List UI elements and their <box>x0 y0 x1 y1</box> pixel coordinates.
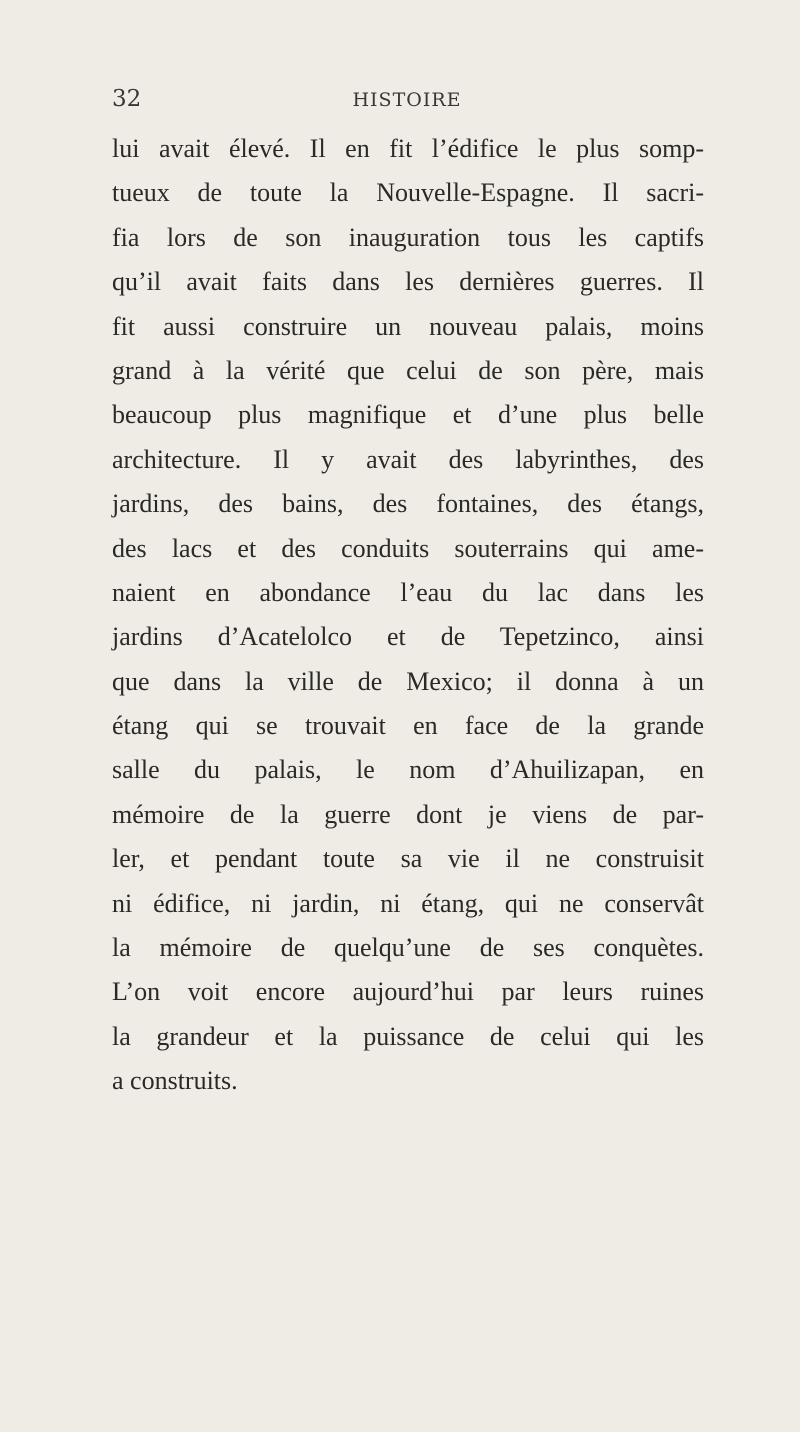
text-line: la mémoire de quelqu’une de ses conquètes. <box>112 933 704 963</box>
text-line: fit aussi construire un nouveau palais, moins <box>112 311 704 341</box>
text-line: tueux de toute la Nouvelle-Espagne. Il sacri- <box>112 178 704 208</box>
text-line: naient en abondance l’eau du lac dans les <box>112 577 704 607</box>
text-line: jardins d’Acatelolco et de Tepetzinco, ainsi <box>112 622 704 652</box>
text-line: a construits. <box>112 1066 238 1096</box>
text-line: architecture. Il y avait des labyrinthes, des <box>112 444 704 474</box>
body-text <box>112 127 704 1104</box>
running-title: HISTOIRE <box>352 89 462 111</box>
text-line: que dans la ville de Mexico; il donna à un <box>112 666 704 696</box>
text-line: la grandeur et la puissance de celui qui les <box>112 1021 704 1051</box>
text-line: des lacs et des conduits souterrains qui ame- <box>112 533 704 563</box>
text-line: étang qui se trouvait en face de la grande <box>112 711 704 741</box>
text-line: beaucoup plus magnifique et d’une plus belle <box>112 400 704 430</box>
text-line: grand à la vérité que celui de son père, mais <box>112 355 704 385</box>
text-line: L’on voit encore aujourd’hui par leurs ruines <box>112 977 704 1007</box>
text-line: salle du palais, le nom d’Ahuilizapan, en <box>112 755 704 785</box>
text-line: jardins, des bains, des fontaines, des étangs, <box>112 489 704 519</box>
text-line: fia lors de son inauguration tous les captifs <box>112 222 704 252</box>
text-line: qu’il avait faits dans les dernières guerres. Il <box>112 267 704 297</box>
page-header <box>112 84 702 114</box>
text-line: mémoire de la guerre dont je viens de par- <box>112 799 704 829</box>
text-line: ni édifice, ni jardin, ni étang, qui ne conservât <box>112 888 704 918</box>
page-number: 32 <box>112 86 142 112</box>
text-line: lui avait élevé. Il en fit l’édifice le plus somp- <box>112 134 704 163</box>
text-line: ler, et pendant toute sa vie il ne construisit <box>112 844 704 874</box>
